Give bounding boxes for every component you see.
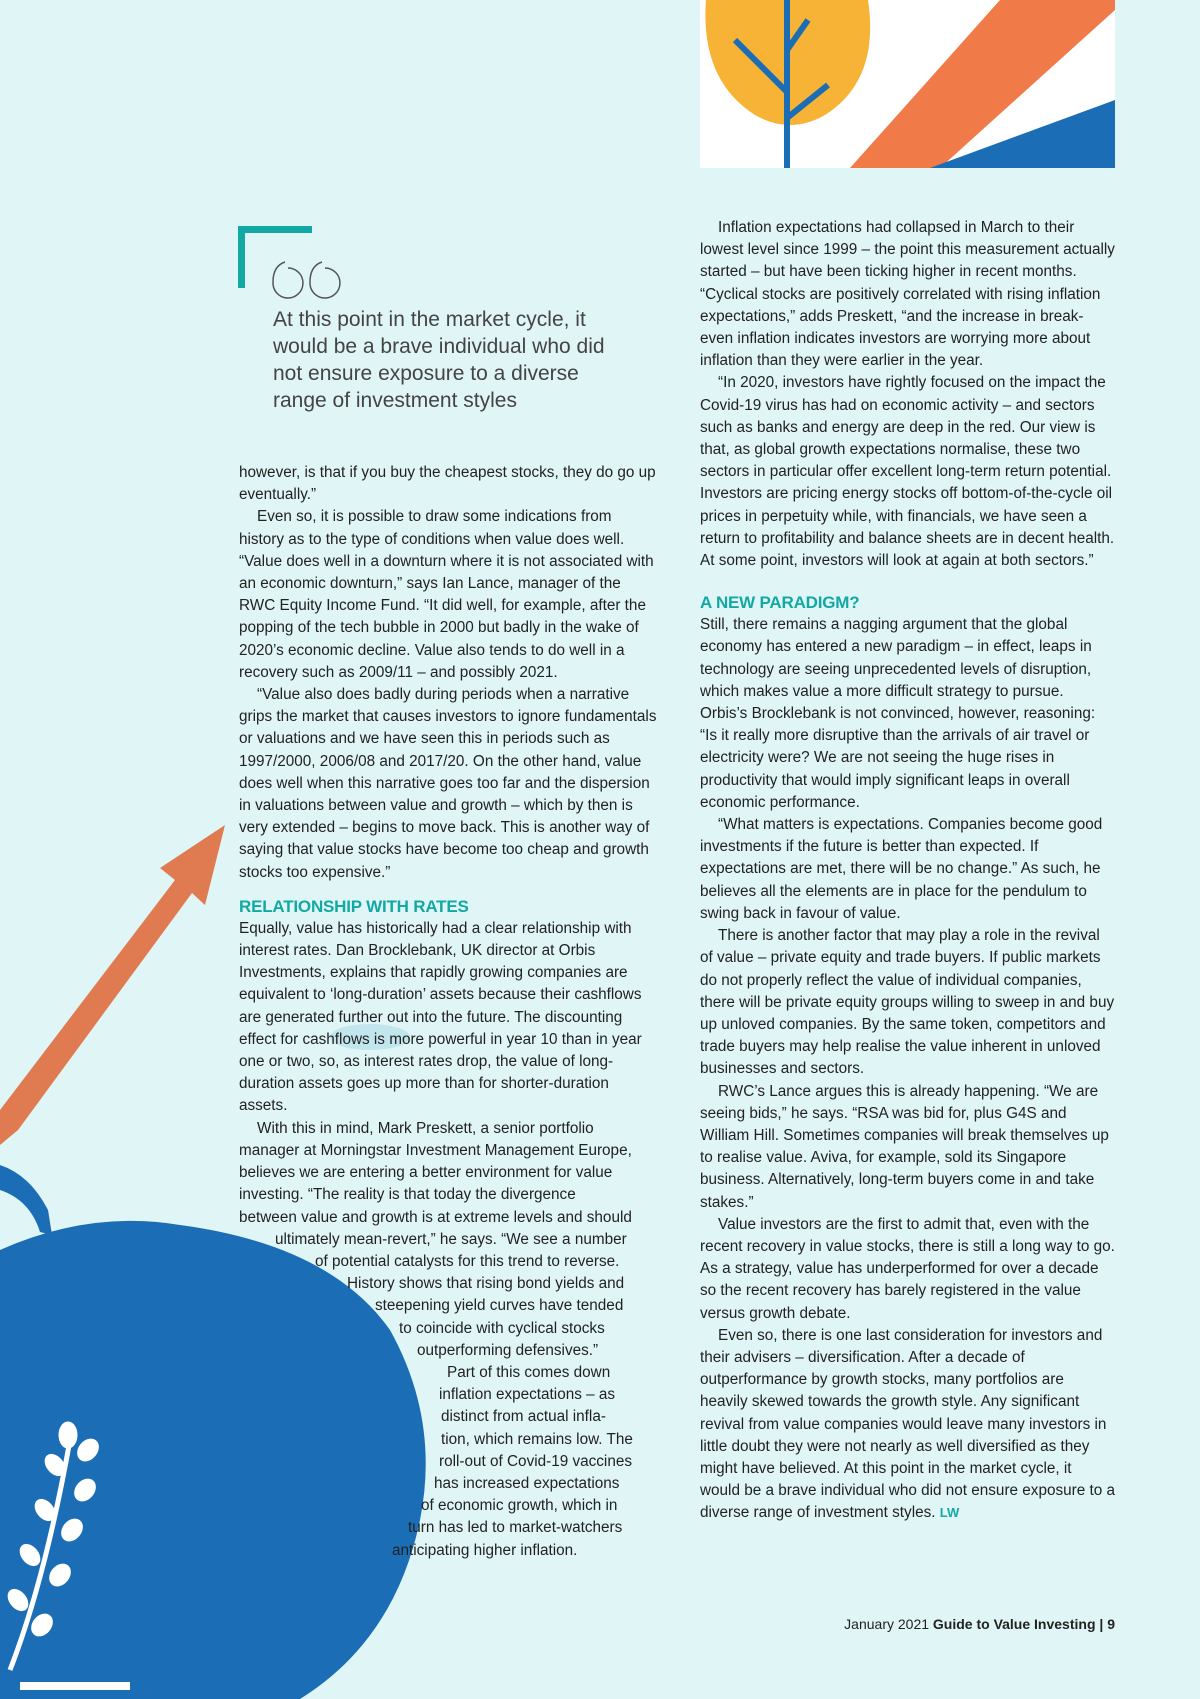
paragraph: “In 2020, investors have rightly focused on the impact the Covid-19 virus has had on economic activity – and sectors such as banks and energy are deep in the red. Our view is that, as global growth expectations normalise, these two sectors in particular offer excellent long-term return potential. Investors are pricing energy stocks off bottom-of-the-cycle oil prices in perpetuity while, with financials, we have seen a return to profitability and balance sheets are in decent health. At some point, investors will look at again at both sectors.”: [700, 374, 1115, 570]
paragraph: Still, there remains a nagging argument that the global economy has entered a new paradigm – in effect, leaps in technology are seeing unprecedented levels of disruption, which makes value a more difficult strategy to pursue. Orbis’s Brocklebank is not convinced, however, reasoning: “Is it really more disruptive than the arrivals of air travel or electricity were? We are not seeing the huge rises in productivity that would imply significant leaps in overall economic performance.: [700, 616, 1096, 811]
text-line: investing. “The reality is that today the divergence: [239, 1186, 576, 1204]
paragraph: RWC’s Lance argues this is already happening. “We are seeing bids,” he says. “RSA was bid for, plus G4S and William Hill. Sometimes companies will break themselves up to realise value. Aviva, for example, sold its Singapore business. Alternatively, long-term buyers come in and take stakes.”: [700, 1082, 1109, 1211]
tree-illustration: [700, 0, 1115, 168]
end-mark: LW: [939, 1505, 960, 1521]
paragraph: “What matters is expectations. Companies become good investments if the future is better than expected. If expectations are met, there will be no change.” As such, he believes all the elements are in place for the pendulum to swing back in favour of value.: [700, 816, 1103, 922]
quote-bracket: [238, 226, 312, 288]
paragraph: Even so, it is possible to draw some indications from history as to the type of conditions when value does well. “Value does well in a downturn where it is not associated with an economic downturn,” says Ian Lance, manager of the RWC Equity Income Fund. “It did well, for example, after the popping of the tech bubble in 2000 but badly in the wake of 2020’s economic decline. Value also tends to do well in a recovery such as 2009/11 – and possibly 2021.: [239, 508, 654, 681]
section-heading-paradigm: A NEW PARADIGM?: [700, 593, 860, 613]
right-column: [700, 217, 1115, 1525]
paragraph: Value investors are the first to admit that, even with the recent recovery in value stocks, there is still a long way to go. As a strategy, value has underperformed for over a decade so the recent recovery has barely registered in the value versus growth debate.: [700, 1215, 1115, 1322]
text-line: Part of this comes down: [447, 1363, 611, 1381]
section-heading-rates: RELATIONSHIP WITH RATES: [239, 896, 469, 916]
text-line: outperforming defensives.”: [417, 1341, 599, 1359]
page-footer: [844, 1616, 1115, 1632]
paragraph-text: Even so, there is one last consideration for investors and their advisers – diversification. After a decade of outperformance by growth stocks, many portfolios are heavily skewed towards the growth style. Any significant revival from value companies would leave many investors in little doubt they were not nearly as well diversified as they might have believed. At this point in the market cycle, it would be a brave individual who did not ensure exposure to a diverse range of investment styles.: [700, 1326, 1115, 1522]
footer-separator: |: [1099, 1616, 1104, 1632]
text-line: believes we are entering a better environment for value: [239, 1164, 613, 1182]
text-line: tion, which remains low. The: [441, 1430, 633, 1448]
quote-marks-icon: [273, 262, 340, 298]
text-line: With this in mind, Mark Preskett, a senior portfolio: [257, 1119, 594, 1137]
paragraph-final: [700, 1325, 1115, 1525]
text-line: anticipating higher inflation.: [392, 1541, 578, 1559]
text-line: of potential catalysts for this trend to reverse.: [315, 1252, 620, 1270]
text-line: distinct from actual infla-: [441, 1408, 606, 1426]
paragraph: There is another factor that may play a role in the revival of value – private equity and trade buyers. If public markets do not properly reflect the value of individual companies, there will be private equity groups willing to sweep in and buy up unloved companies. By the same token, competitors and trade buyers may help realise the value inherent in unloved businesses and sectors.: [700, 927, 1115, 1078]
paragraph-wrapped: [239, 1118, 659, 1362]
footer-date: January 2021: [844, 1616, 930, 1632]
left-column: [239, 462, 659, 1562]
text-line: turn has led to market-watchers: [408, 1519, 623, 1537]
paragraph: “Value also does badly during periods when a narrative grips the market that causes investors to ignore fundamentals or valuations and we have seen this in periods such as 1997/2000, 2006/08 and 2017/20. On the other hand, value does well when this narrative goes too far and the dispersion in valuations between value and growth – which by then is very extended – begins to move back. This is another way of saying that value stocks have become too cheap and growth stocks too expensive.”: [239, 686, 657, 881]
text-line: between value and growth is at extreme levels and should: [239, 1208, 632, 1226]
text-line: ultimately mean-revert,” he says. “We see a number: [275, 1230, 627, 1248]
paragraph-wrapped: [239, 1362, 659, 1562]
paragraph: Inflation expectations had collapsed in March to their lowest level since 1999 – the point this measurement actually started – but have been ticking higher in recent months. “Cyclical stocks are positively correlated with rising inflation expectations,” adds Preskett, “and the increase in break-even inflation indicates investors are worrying more about inflation than they were earlier in the year.: [700, 219, 1115, 370]
text-line: manager at Morningstar Investment Management Europe,: [239, 1141, 632, 1159]
pull-quote: At this point in the market cycle, it would be a brave individual who did not ensure exposure to a diverse range of investment styles: [273, 308, 605, 412]
text-line: inflation expectations – as: [439, 1386, 616, 1404]
paragraph: Equally, value has historically had a clear relationship with interest rates. Dan Brocklebank, UK director at Orbis Investments, explains that rapidly growing companies are equivalent to ‘long-duration’ assets because their cashflows are generated further out into the future. The discounting effect for cashflows is more powerful in year 10 than in year one or two, so, as interest rates drop, the value of long-duration assets goes up more than for shorter-duration assets.: [239, 919, 642, 1115]
page-number: 9: [1107, 1616, 1115, 1632]
text-line: roll-out of Covid-19 vaccines: [439, 1452, 632, 1470]
text-line: of economic growth, which in: [421, 1497, 618, 1515]
text-line: History shows that rising bond yields and: [347, 1275, 625, 1293]
text-line: has increased expectations: [434, 1474, 620, 1492]
paragraph: however, is that if you buy the cheapest stocks, they do go up eventually.”: [239, 464, 656, 504]
orange-arrow: [0, 825, 225, 1145]
text-line: steepening yield curves have tended: [375, 1297, 624, 1315]
footer-publication: Guide to Value Investing: [932, 1616, 1096, 1632]
text-line: to coincide with cyclical stocks: [399, 1319, 605, 1337]
